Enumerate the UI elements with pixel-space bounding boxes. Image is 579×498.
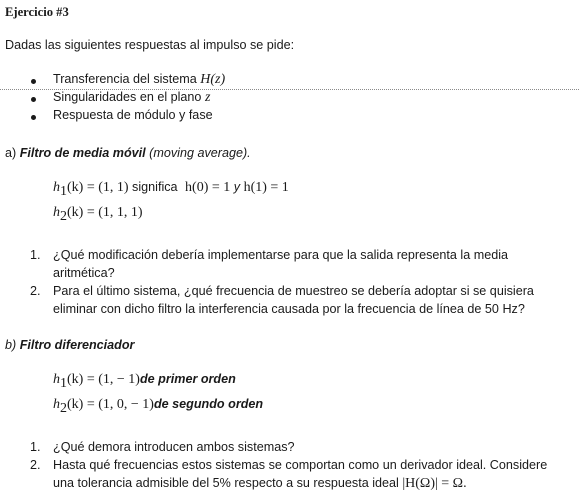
equation-a2: $h_2(k) = (1$, 1, 1): [53, 205, 143, 224]
question-a1-line1: ¿Qué modificación debería implementarse para que la salida representa la media: [53, 248, 509, 262]
exercise-title: Ejercicio #3: [5, 5, 69, 19]
question-b2-line1: Hasta qué frecuencias estos sistemas se comportan como un derivador ideal. Considere: [53, 458, 548, 472]
equation-b2: $h_2(k) = (1$, 0, − 1)de segundo orden: [53, 397, 264, 416]
question-a2-line2: eliminar con dicho filtro la interferencia causada por la frecuencia de línea de 50 Hz?: [53, 302, 525, 316]
intro-text: Dadas las siguientes respuestas al impulso se pide:: [5, 38, 295, 52]
equation-b1: $h_1(k) = (1$, − 1)de primer orden: [53, 372, 236, 391]
bullet-icon: [31, 97, 36, 102]
question-b1-number: 1.: [30, 440, 41, 454]
eq-a1-rest: (k) = (1, 1): [67, 180, 129, 195]
equation-a1: $h_1(k) = (1$, 1) significa h(0) = 1 y h(1) = 1: [53, 180, 289, 199]
list-item: Transferencia del sistema H(z): [53, 72, 226, 87]
section-a-heading: a) Filtro de media móvil (moving average).: [5, 146, 251, 160]
bullet-icon: [31, 115, 36, 120]
section-b-heading: b) Filtro diferenciador: [5, 338, 135, 352]
list-item: Singularidades en el plano z: [53, 90, 211, 105]
question-b1-line1: ¿Qué demora introducen ambos sistemas?: [53, 440, 295, 454]
question-a1-line2: aritmética?: [53, 266, 115, 280]
question-b2-line2: una tolerancia admisible del 5% respecto a su respuesta ideal |H(Ω)| = Ω.: [53, 476, 467, 491]
question-a2-number: 2.: [30, 284, 41, 298]
question-b2-number: 2.: [30, 458, 41, 472]
bullet-icon: [31, 79, 36, 84]
question-a2-line1: Para el último sistema, ¿qué frecuencia de muestreo se debería adoptar si se quisiera: [53, 284, 534, 298]
list-item: Respuesta de módulo y fase: [53, 108, 213, 122]
question-a1-number: 1.: [30, 248, 41, 262]
